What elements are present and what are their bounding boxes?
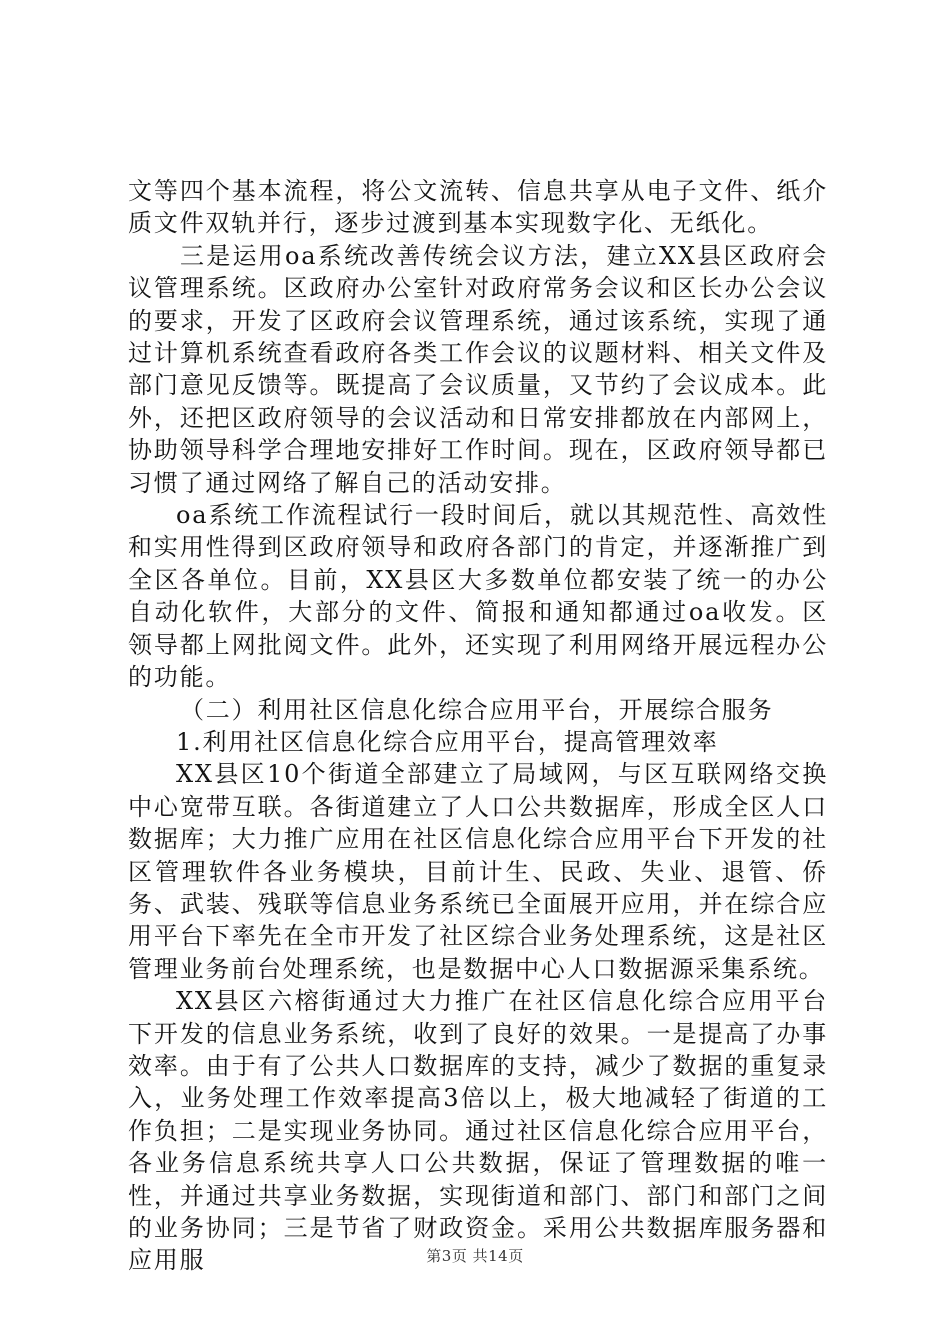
paragraph-liurong-street: XX县区六榕街通过大力推广在社区信息化综合应用平台下开发的信息业务系统，收到了良好的效果。一是提高了办事效率。由于有了公共人口数据库的支持，减少了数据的重复录入，业务处理工作效率提高3倍以上，极大地减轻了街道的工作负担；二是实现业务协同。通过社区信息化综合应用平台，各业务信息系统共享人口公共数据，保证了管理数据的唯一性，并通过共享业务数据，实现街道和部门、部门和部门之间的业务协同；三是节省了财政资金。采用公共数据库服务器和应用服 xyxy=(128,987,828,1275)
subsection-heading: 1.利用社区信息化综合应用平台，提高管理效率 xyxy=(176,727,719,756)
document-body xyxy=(128,175,828,1277)
page-number: 第3页 共14页 xyxy=(426,1247,524,1265)
paragraph-oa-rollout: oa系统工作流程试行一段时间后，就以其规范性、高效性和实用性得到区政府领导和政府各部门的肯定，并逐渐推广到全区各单位。目前，XX县区大多数单位都安装了统一的办公自动化软件，大部分的文件、简报和通知都通过oa收发。区领导都上网批阅文件。此外，还实现了利用网络开展远程办公的功能。 xyxy=(128,501,828,692)
paragraph-community-network: XX县区10个街道全部建立了局域网，与区互联网络交换中心宽带互联。各街道建立了人口公共数据库，形成全区人口数据库；大力推广应用在社区信息化综合应用平台下开发的社区管理软件各业务模块，目前计生、民政、失业、退管、侨务、武装、残联等信息业务系统已全面展开应用，并在综合应用平台下率先在全市开发了社区综合业务处理系统，这是社区管理业务前台处理系统，也是数据中心人口数据源采集系统。 xyxy=(128,760,828,983)
section-heading: （二）利用社区信息化综合应用平台，开展综合服务 xyxy=(180,695,774,724)
paragraph-meeting-system: 三是运用oa系统改善传统会议方法，建立XX县区政府会议管理系统。区政府办公室针对政府常务会议和区长办公会议的要求，开发了区政府会议管理系统，通过该系统，实现了通过计算机系统查看政府各类工作会议的议题材料、相关文件及部门意见反馈等。既提高了会议质量，又节约了会议成本。此外，还把区政府领导的会议活动和日常安排都放在内部网上，协助领导科学合理地安排好工作时间。现在，区政府领导都已习惯了通过网络了解自己的活动安排。 xyxy=(128,241,828,497)
paragraph-continued: 文等四个基本流程，将公文流转、信息共享从电子文件、纸介质文件双轨并行，逐步过渡到基本实现数字化、无纸化。 xyxy=(128,177,828,238)
